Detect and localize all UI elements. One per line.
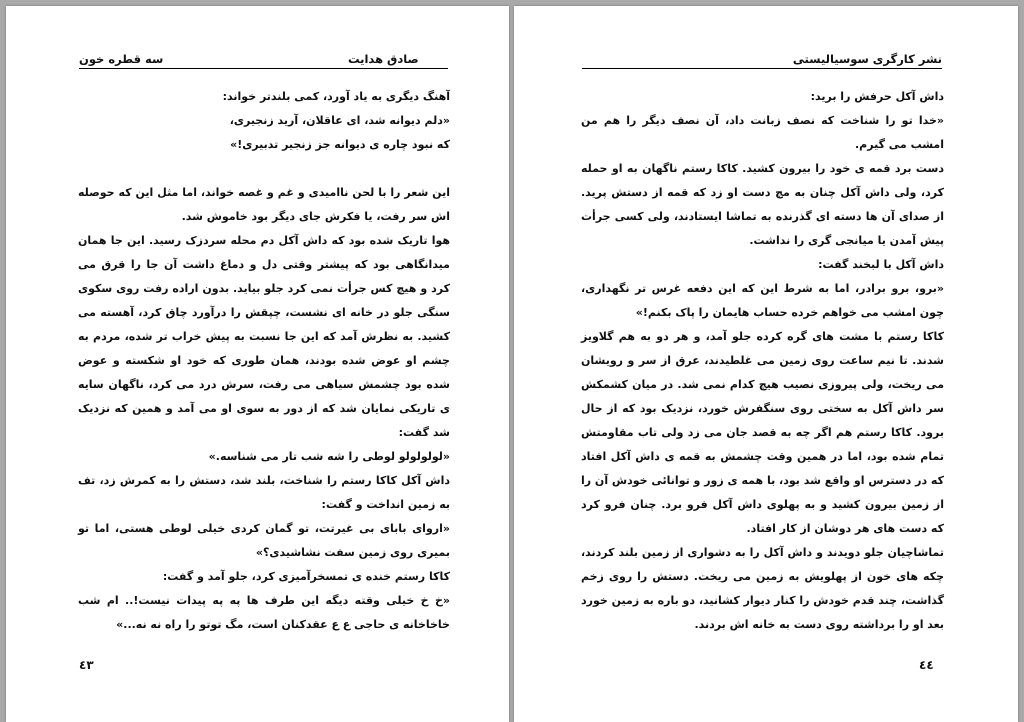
paragraph: داش آکل حرفش را برید: [810, 90, 944, 103]
paragraph: «خدا تو را شناخت که نصف زبانت داد، آن نصف دیگر را هم من امشب می گیرم. [581, 114, 944, 151]
paragraph: آهنگ دیگری به یاد آورد، کمی بلندتر خواند: «دلم دیوانه شد، ای عاقلان، آرید زنجیری، که نبود چاره ی دیوانه جز زنجیر تدبیری!» [222, 90, 450, 151]
author-name: صادق هدایت [348, 52, 419, 66]
left-page-body [78, 85, 450, 637]
paragraph: «لولولولو لوطی را شه شب تار می شناسه.» [208, 450, 450, 463]
paragraph: این شعر را با لحن ناامیدی و غم و غصه خواند، اما مثل این که حوصله اش سر رفت، یا فکرش جای دیگر بود خاموش شد. [78, 186, 450, 223]
paragraph: داش آکل با لبخند گفت: [818, 258, 944, 271]
paragraph: کاکا رستم با مشت های گره کرده جلو آمد، و هر دو به هم گلاویز شدند. تا نیم ساعت روی زمین می غلطیدند، عرق از سر و رویشان می ریخت، ولی پیروزی نصیب هیچ کدام نمی شد. در میان کشمکش سر داش آکل به سختی روی سنگفرش خورد، نزدیک بود که از حال برود. کاکا رستم هم اگر چه به قصد جان می زد ولی تاب مقاومتش تمام شده بود، اما در همین وقت چشمش به قمه ی داش آکل افتاد که در دسترس او واقع شد بود، با همه ی زور و توانائی خودش آن را از زمین بیرون کشید و به پهلوی داش آکل فرو برد. چنان فرو کرد که دست های هر دوشان از کار افتاد. [581, 330, 944, 535]
right-page-header [582, 50, 942, 69]
paragraph: دست برد قمه ی خود را بیرون کشید. کاکا رستم ناگهان به او حمله کرد، ولی داش آکل چنان به مچ دست او زد که قمه از دستش پرید. از صدای آن ها دسته ای گذرنده به تماشا ایستادند، ولی کسی جرأت پیش آمدن یا میانجی گری را نداشت. [581, 162, 944, 247]
publisher-name: نشر کارگری سوسیالیستی [792, 52, 942, 66]
paragraph: کاکا رستم خنده ی تمسخرآمیزی کرد، جلو آمد و گفت: [162, 570, 450, 583]
paragraph-gap [78, 157, 450, 181]
book-title: سه قطره خون [79, 52, 164, 66]
left-page [6, 6, 509, 722]
paragraph: هوا تاریک شده بود که داش آکل دم محله سردزک رسید. این جا همان میدانگاهی بود که پیشتر وقتی دل و دماغ داشت آن جا را قرق می کرد و هیچ کس جرأت نمی کرد جلو بیاید. بدون اراده رفت روی سکوی سنگی جلو در خانه ای نشست، چپقش را درآورد چاق کرد، آهسته می کشید. به نظرش آمد که این جا نسبت به پیش خراب تر شده، مردم به چشم او عوض شده بودند، همان طوری که خود او شکسته و عوض شده بود چشمش سیاهی می رفت، سرش درد می کرد، ناگهان سایه ی تاریکی نمایان شد که از دور به سوی او می آمد و همین که نزدیک شد گفت: [78, 234, 450, 439]
page-number: ٤٤ [919, 658, 934, 672]
paragraph: «خ خ خیلی وقته دیگه این طرف ها په په پیدات نیست!.. ام شب خاخاخانه ی حاجی ع ع عقدکنان است، مگ توتو را راه نه نه...» [78, 594, 450, 631]
page-number: ٤٣ [79, 658, 94, 672]
left-page-header [79, 50, 448, 69]
paragraph: «برو، برو برادر، اما به شرط این که این دفعه غرس تر نگهداری، چون امشب می خواهم خرده حساب هایمان را پاک بکنم!» [581, 282, 944, 319]
paragraph: تماشاچیان جلو دویدند و داش آکل را به دشواری از زمین بلند کردند، چکه های خون از پهلویش به زمین می ریخت. دستش را روی زخم گذاشت، چند قدم خودش را کنار دیوار کشانید، دو باره به زمین خورد بعد او را برداشته روی دست به خانه اش بردند. [581, 546, 944, 631]
paragraph: «ارواى باباى بی غیرتت، تو گمان کردی خیلی لوطی هستی، اما تو بمیری روی زمین سفت نشاشیدی؟» [78, 522, 450, 559]
right-page [514, 6, 1018, 722]
right-page-body [581, 85, 944, 637]
paragraph: داش آکل کاکا رستم را شناخت، بلند شد، دستش را به کمرش زد، تف به زمین انداخت و گفت: [78, 474, 450, 511]
